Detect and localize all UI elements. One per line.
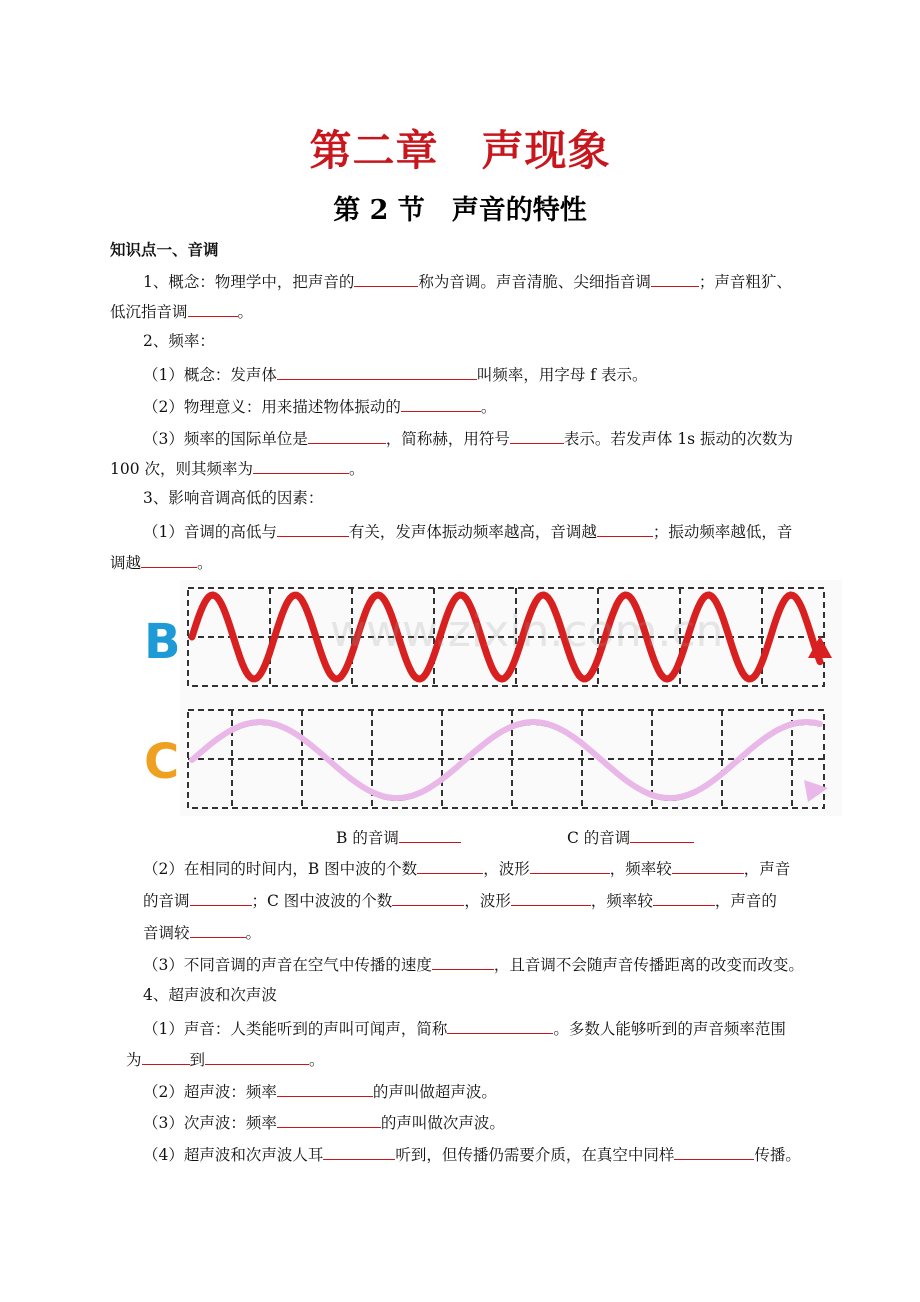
text: ，声音的 [714, 892, 777, 910]
text: ；振动频率越低，音 [652, 523, 793, 541]
text: （3）次声波：频率 [143, 1114, 277, 1132]
blank-field[interactable] [597, 520, 653, 537]
text: 称为音调。声音清脆、尖细指音调 [418, 273, 651, 291]
text: 的声叫做次声波。 [380, 1114, 505, 1132]
text: （3）频率的国际单位是 [143, 430, 308, 448]
blank-field[interactable] [188, 300, 238, 317]
text: ，频率较 [590, 892, 653, 910]
paragraph-4-1-line-2 [126, 1048, 325, 1070]
paragraph-2-2 [143, 395, 496, 417]
blank-field[interactable] [510, 427, 564, 444]
text: 音调较 [143, 924, 190, 942]
text: ，且音调不会随声音传播距离的改变而改变。 [493, 956, 804, 974]
text: 叫频率，用字母 f 表示。 [476, 366, 648, 384]
text: （1）概念：发声体 [143, 366, 277, 384]
text: 。 [197, 554, 213, 572]
blank-field[interactable] [447, 1017, 553, 1034]
text: 的声叫做超声波。 [372, 1083, 497, 1101]
chapter-title: 第二章 声现象 [309, 126, 611, 175]
blank-field[interactable] [308, 427, 386, 444]
blank-field[interactable] [142, 1048, 190, 1065]
paragraph-3-heading: 3、影响音调高低的因素： [143, 489, 324, 507]
text: （1）音调的高低与 [143, 523, 277, 541]
label-b-text: B [144, 614, 181, 670]
text: 100 次，则其频率为 [110, 460, 254, 478]
text: 的音调 [143, 892, 190, 910]
blank-field[interactable] [253, 457, 349, 474]
text: 传播。 [754, 1146, 801, 1164]
blank-field[interactable] [190, 921, 246, 938]
blank-field[interactable] [672, 857, 744, 874]
text: （2）超声波：频率 [143, 1083, 277, 1101]
text: （1）声音：人类能听到的声叫可闻声，简称 [143, 1020, 448, 1038]
text: ，频率较 [609, 860, 672, 878]
text: 到 [189, 1051, 206, 1069]
watermark-text: www.zixin.com.cn [330, 606, 724, 657]
paragraph-3-3 [143, 953, 804, 975]
text: 调越 [110, 554, 142, 572]
blank-field[interactable] [392, 889, 464, 906]
blank-field[interactable] [630, 826, 694, 843]
waveform-figure [180, 580, 842, 816]
text: （3）不同音调的声音在空气中传播的速度 [143, 956, 432, 974]
text: 。 [237, 303, 254, 321]
section-heading: 知识点一、音调 [110, 240, 219, 259]
paragraph-4-2 [143, 1080, 497, 1102]
text: 表示。若发声体 1s 振动的次数为 [563, 430, 794, 448]
paragraph-3-1-line-1 [143, 520, 792, 542]
text: （2）物理意义：用来描述物体振动的 [143, 398, 401, 416]
paragraph-1-line-1 [143, 270, 792, 292]
text: 为 [126, 1051, 142, 1069]
text: ；C 图中波波的个数 [251, 892, 393, 910]
paragraph-3-2-line-3 [143, 921, 261, 943]
blank-field[interactable] [653, 889, 715, 906]
text: 听到，但传播仍需要介质，在真空中同样 [395, 1146, 675, 1164]
paragraph-4-heading: 4、超声波和次声波 [143, 986, 277, 1004]
paragraph-4-1-line-1 [143, 1017, 786, 1039]
paragraph-4-4 [143, 1143, 801, 1165]
blank-field[interactable] [651, 270, 699, 287]
paragraph-2-1 [143, 363, 647, 385]
blank-field[interactable] [277, 1080, 373, 1097]
text: （4）超声波和次声波人耳 [143, 1146, 324, 1164]
label-c-text: C [144, 734, 180, 790]
text: C 的音调 [567, 829, 631, 847]
text: 。多数人能够听到的声音频率范围 [553, 1020, 786, 1038]
paragraph-4-3 [143, 1111, 505, 1133]
paragraph-2-3-line-1 [143, 427, 793, 449]
paragraph-2-3-line-2 [110, 457, 365, 479]
caption-c [567, 826, 694, 848]
blank-field[interactable] [530, 857, 610, 874]
text: 。 [480, 398, 497, 416]
text: ，简称赫，用符号 [385, 430, 510, 448]
blank-field[interactable] [277, 520, 349, 537]
blank-field[interactable] [432, 953, 494, 970]
text: 。 [309, 1051, 325, 1069]
blank-field[interactable] [277, 363, 477, 380]
text: 。 [349, 460, 365, 478]
text: B 的音调 [336, 829, 399, 847]
text: 低沉指音调 [110, 303, 188, 321]
blank-field[interactable] [417, 857, 483, 874]
blank-field[interactable] [401, 395, 481, 412]
paragraph-2-heading: 2、频率： [143, 332, 215, 350]
blank-field[interactable] [511, 889, 591, 906]
blank-field[interactable] [674, 1143, 754, 1160]
blank-field[interactable] [190, 889, 252, 906]
blank-field[interactable] [141, 551, 197, 568]
paragraph-3-1-line-2 [110, 551, 213, 573]
paragraph-1-line-2 [110, 300, 253, 322]
text: ，声音 [743, 860, 791, 878]
text: 1、概念：物理学中，把声音的 [143, 273, 355, 291]
text: ，波形 [483, 860, 530, 878]
text: （2）在相同的时间内，B 图中波的个数 [143, 860, 418, 878]
section-title: 第 2 节 声音的特性 [333, 195, 587, 226]
paragraph-3-2-line-1 [143, 857, 790, 879]
text: ；声音粗犷、 [698, 273, 792, 291]
blank-field[interactable] [323, 1143, 395, 1160]
text: 。 [245, 924, 262, 942]
paragraph-3-2-line-2 [143, 889, 777, 911]
blank-field[interactable] [277, 1111, 381, 1128]
text: 有关，发声体振动频率越高，音调越 [348, 523, 597, 541]
blank-field[interactable] [205, 1048, 309, 1065]
caption-b [336, 826, 461, 848]
text: ，波形 [464, 892, 511, 910]
blank-field[interactable] [399, 826, 461, 843]
blank-field[interactable] [354, 270, 418, 287]
